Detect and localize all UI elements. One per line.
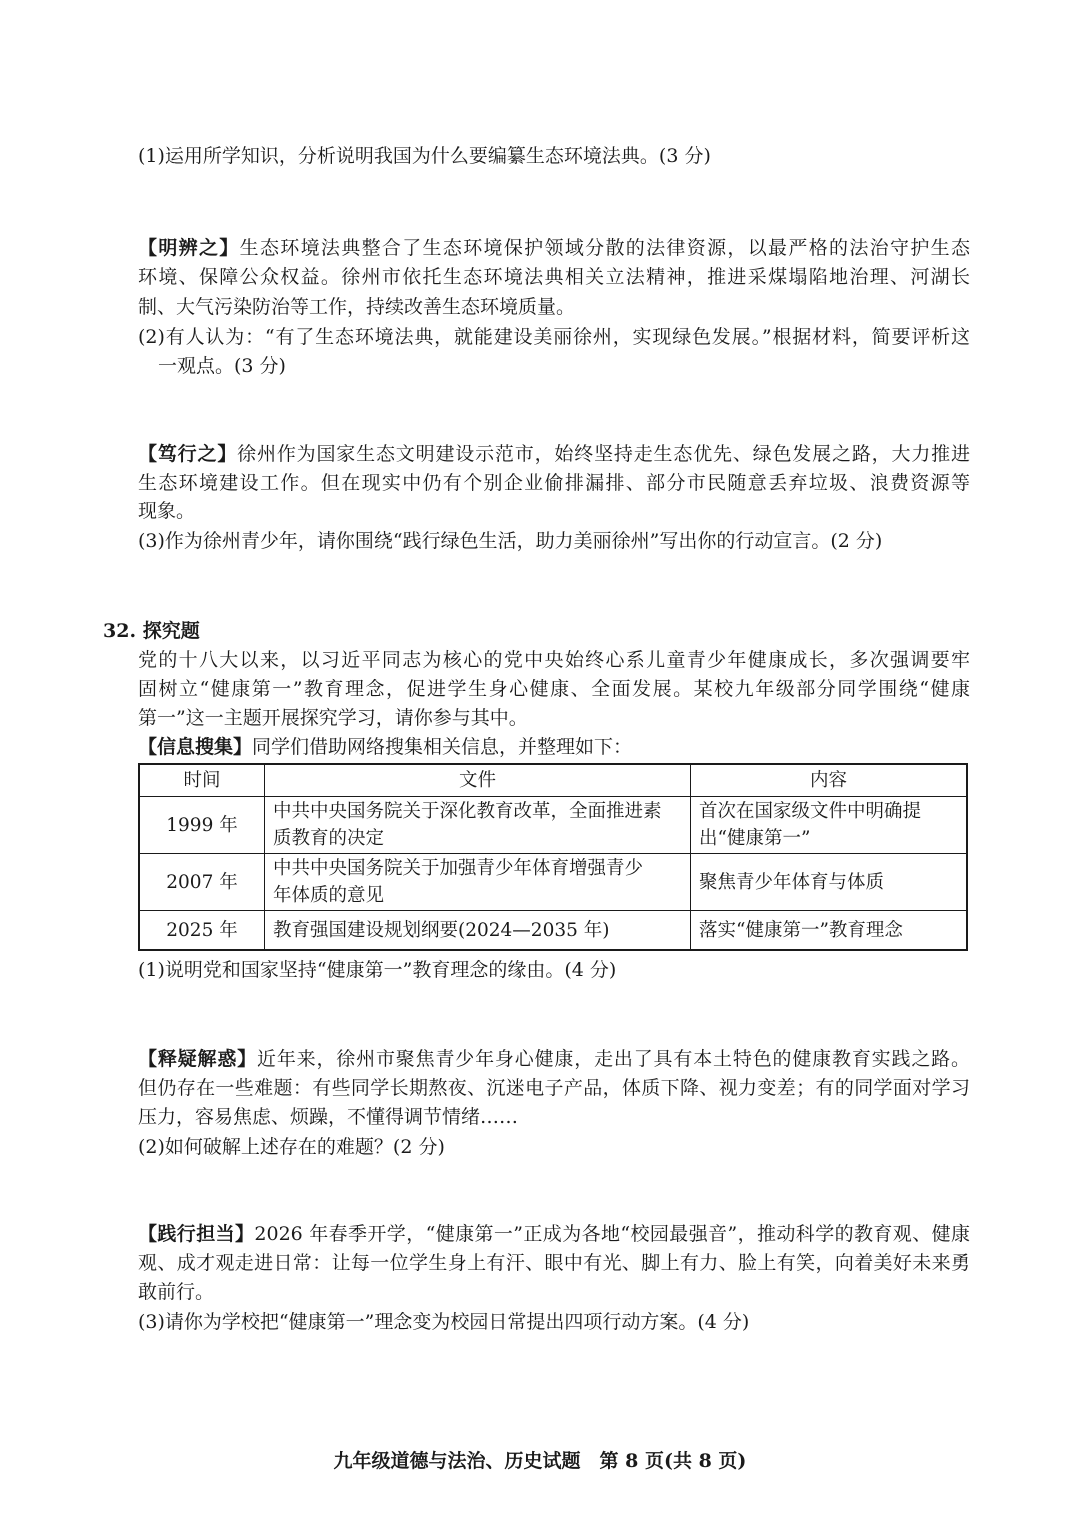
table-header-row: [139, 764, 967, 797]
question-32-2: (2)如何破解上述存在的难题？(2 分): [138, 1136, 445, 1158]
row-year: 1999 年: [139, 797, 265, 854]
duxing-label: 【笃行之】: [138, 443, 238, 465]
question-32-title: 探究题: [142, 620, 200, 642]
mingbian-line-3: 制、大气污染防治等工作，持续改善生态环境质量。: [138, 296, 576, 318]
row-document-line-1: 中共中央国务院关于深化教育改革，全面推进素: [273, 801, 662, 822]
page-footer: 九年级道德与法治、历史试题 第 8 页(共 8 页): [333, 1450, 747, 1472]
question-31-1: (1)运用所学知识，分析说明我国为什么要编纂生态环境法典。(3 分): [138, 145, 711, 167]
question-31-2: (2)有人认为：“有了生态环境法典，就能建设美丽徐州，实现绿色发展。”根据材料，简要评析这: [138, 326, 970, 348]
duxing-line-2: 生态环境建设工作。但在现实中仍有个别企业偷排漏排、部分市民随意丢弃垃圾、浪费资源等: [138, 472, 970, 494]
duxing-text-1: 徐州作为国家生态文明建设示范市，始终坚持走生态优先、绿色发展之路，大力推进: [237, 443, 970, 465]
header-document: 文件: [265, 764, 691, 797]
info-table: [138, 763, 968, 951]
row-content: 聚焦青少年体育与体质: [691, 854, 968, 911]
jianxing-line-2: 观、成才观走进日常：让每一位学生身上有汗、眼中有光、脚上有力、脸上有笑，向着美好未来勇: [138, 1252, 970, 1274]
jianxing-line-3: 敢前行。: [138, 1281, 215, 1303]
row-document: 教育强国建设规划纲要(2024—2035 年): [265, 911, 691, 951]
jianxing-line-1: [138, 1220, 970, 1248]
header-time: 时间: [139, 764, 265, 797]
row-year: 2007 年: [139, 854, 265, 911]
mingbian-line-1: [138, 234, 970, 262]
row-document-line-1: 中共中央国务院关于加强青少年体育增强青少: [273, 858, 644, 879]
row-document: [265, 797, 691, 854]
question-31-3: (3)作为徐州青少年，请你围绕“践行绿色生活，助力美丽徐州”写出你的行动宣言。(2 分): [138, 530, 883, 552]
q32-intro-2: 固树立“健康第一”教育理念，促进学生身心健康、全面发展。某校九年级部分同学围绕“健康: [138, 678, 970, 700]
row-content: [691, 797, 968, 854]
row-content-line-2: 出“健康第一”: [699, 828, 811, 849]
jianxing-text-1: 2026 年春季开学，“健康第一”正成为各地“校园最强音”，推动科学的教育观、健康: [254, 1223, 970, 1245]
table-row: [139, 797, 967, 854]
row-document-line-2: 年体质的意见: [273, 885, 385, 906]
question-32-1: (1)说明党和国家坚持“健康第一”教育理念的缘由。(4 分): [138, 959, 617, 981]
table-row: [139, 911, 967, 951]
question-32-number: 32.: [103, 620, 137, 642]
shiyi-label: 【释疑解惑】: [138, 1048, 257, 1070]
mingbian-line-2: 环境、保障公众权益。徐州市依托生态环境法典相关立法精神，推进采煤塌陷地治理、河湖长: [138, 266, 970, 288]
row-content: 落实“健康第一”教育理念: [691, 911, 968, 951]
shiyi-line-2: 但仍存在一些难题：有些同学长期熬夜、沉迷电子产品，体质下降、视力变差；有的同学面对学习: [138, 1077, 970, 1099]
info-collect-line: [138, 733, 632, 761]
question-31-2-cont: 一观点。(3 分): [158, 355, 286, 377]
row-document: [265, 854, 691, 911]
header-content: 内容: [691, 764, 968, 797]
question-32-heading: [103, 617, 200, 645]
table-row: [139, 854, 967, 911]
jianxing-label: 【践行担当】: [138, 1223, 255, 1245]
mingbian-label: 【明辨之】: [138, 237, 240, 259]
q32-intro-1: 党的十八大以来，以习近平同志为核心的党中央始终心系儿童青少年健康成长，多次强调要牢: [138, 649, 970, 671]
duxing-line-3: 现象。: [138, 500, 196, 522]
row-document-line-2: 质教育的决定: [273, 828, 385, 849]
shiyi-line-3: 压力，容易焦虑、烦躁，不懂得调节情绪……: [138, 1106, 519, 1128]
info-collect-text: 同学们借助网络搜集相关信息，并整理如下：: [252, 736, 633, 758]
question-32-3: (3)请你为学校把“健康第一”理念变为校园日常提出四项行动方案。(4 分): [138, 1311, 750, 1333]
info-collect-label: 【信息搜集】: [138, 736, 253, 758]
shiyi-text-1: 近年来，徐州市聚焦青少年身心健康，走出了具有本土特色的健康教育实践之路。: [256, 1048, 970, 1070]
q32-intro-3: 第一”这一主题开展探究学习，请你参与其中。: [138, 707, 528, 729]
row-content-line-1: 首次在国家级文件中明确提: [699, 801, 922, 822]
mingbian-text-1: 生态环境法典整合了生态环境保护领域分散的法律资源，以最严格的法治守护生态: [239, 237, 970, 259]
duxing-line-1: [138, 440, 970, 468]
shiyi-line-1: [138, 1045, 970, 1073]
row-year: 2025 年: [139, 911, 265, 951]
